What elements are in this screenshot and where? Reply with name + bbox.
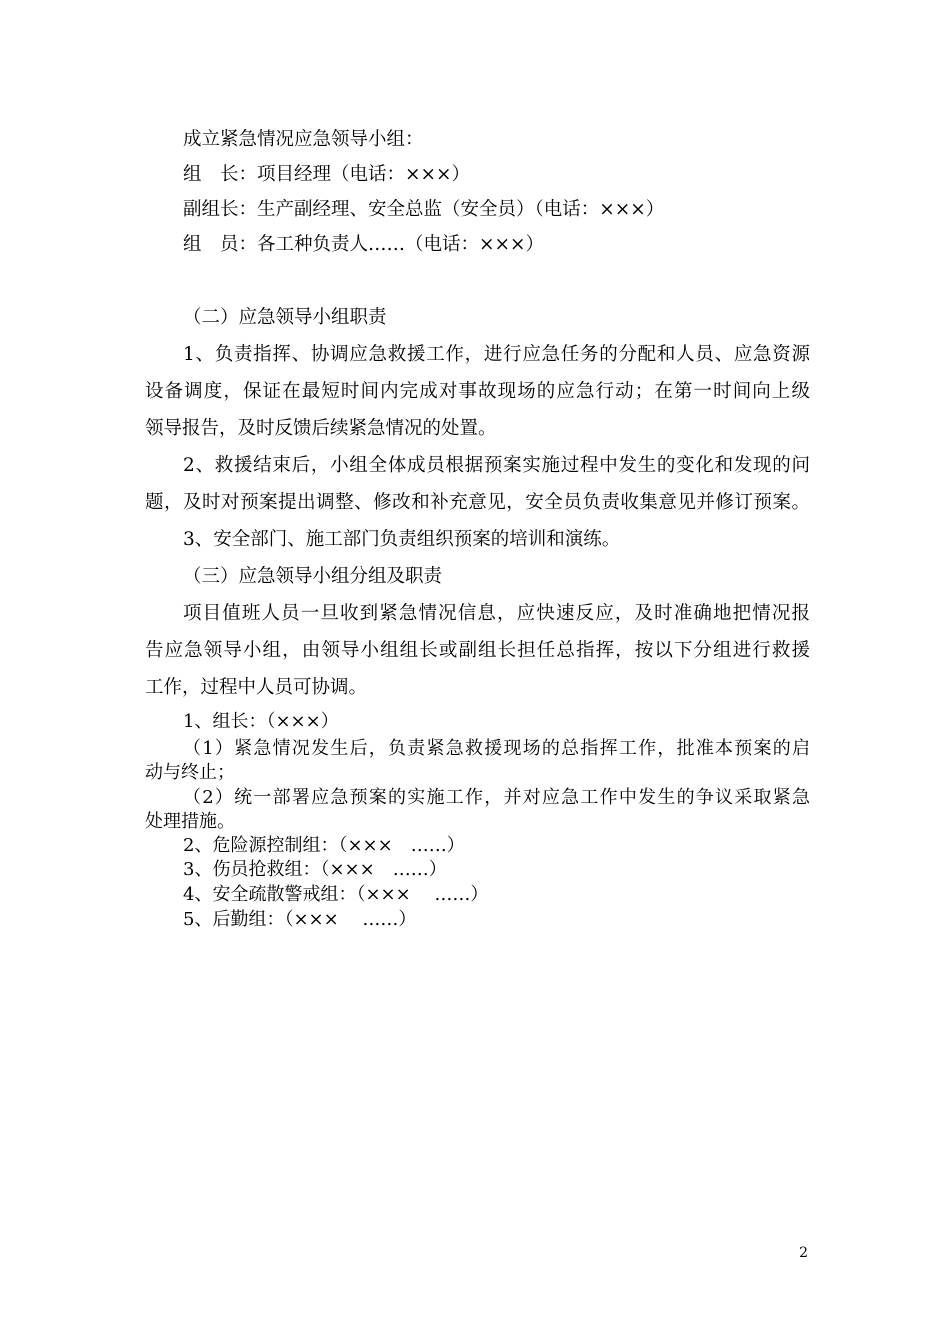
text-line: 2、危险源控制组：（××× ……） (183, 835, 465, 856)
text-line: 3、伤员抢救组：（××× ……） (183, 859, 447, 880)
text-line: 工作，过程中人员可协调。 (145, 677, 368, 698)
section-heading: （三）应急领导小组分组及职责 (183, 566, 443, 587)
text-line: （1）紧急情况发生后，负责紧急救援现场的总指挥工作，批准本预案的启 (183, 738, 810, 759)
text-line: 4、安全疏散警戒组：（××× ……） (183, 884, 489, 905)
text-line: 组 员：各工种负责人……（电话：×××） (183, 234, 545, 255)
text-line: 副组长：生产副经理、安全总监（安全员）（电话：×××） (183, 199, 665, 220)
text-line: 5、后勤组：（××× ……） (183, 909, 417, 930)
text-line: 项目值班人员一旦收到紧急情况信息，应快速反应，及时准确地把情况报 (183, 603, 810, 624)
text-line: （2）统一部署应急预案的实施工作，并对应急工作中发生的争议采取紧急 (183, 787, 810, 808)
text-line: 成立紧急情况应急领导小组： (183, 129, 424, 150)
text-line: 处理措施。 (145, 811, 235, 832)
text-line: 设备调度，保证在最短时间内完成对事故现场的应急行动；在第一时间向上级 (145, 381, 810, 402)
text-line: 1、组长：（×××） (183, 711, 339, 732)
text-line: 1、负责指挥、协调应急救援工作，进行应急任务的分配和人员、应急资源 (183, 344, 810, 365)
text-line: 2、救援结束后，小组全体成员根据预案实施过程中发生的变化和发现的问 (183, 455, 810, 476)
text-line: 告应急领导小组，由领导小组组长或副组长担任总指挥，按以下分组进行救援 (145, 640, 810, 661)
text-line: 组 长：项目经理（电话：×××） (183, 164, 471, 185)
text-line: 领导报告，及时反馈后续紧急情况的处置。 (145, 418, 497, 439)
text-line: 题，及时对预案提出调整、修改和补充意见，安全员负责收集意见并修订预案。 (145, 492, 810, 513)
text-line: 3、安全部门、施工部门负责组织预案的培训和演练。 (183, 529, 621, 550)
text-line: 动与终止； (145, 762, 235, 783)
section-heading: （二）应急领导小组职责 (183, 307, 387, 328)
page-number: 2 (799, 1245, 808, 1261)
